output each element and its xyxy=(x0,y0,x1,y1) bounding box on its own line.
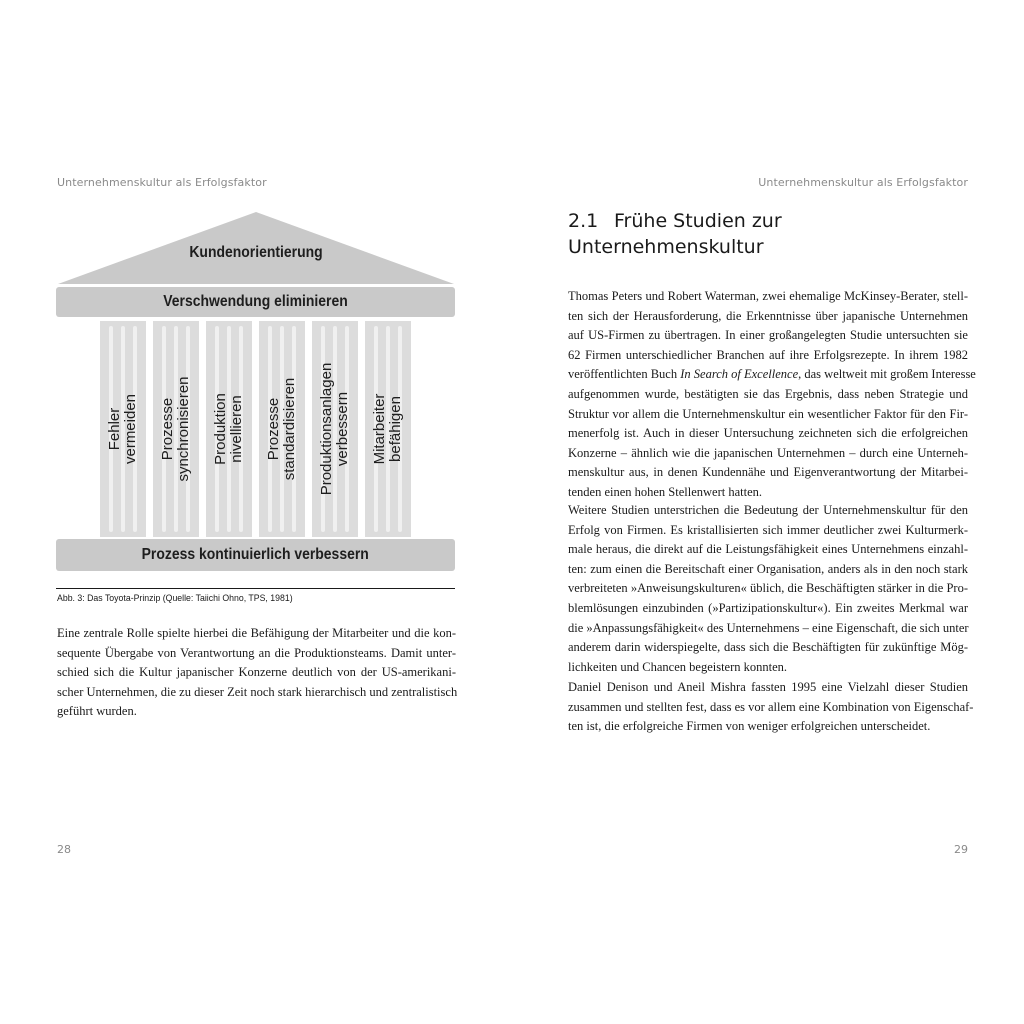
pillar-1-label xyxy=(107,394,139,464)
paragraph-line: Daniel Denison und Aneil Mishra fassten 1995 eine Vielzahl dieser Studien xyxy=(568,680,968,694)
book-title: In Search of Excellence xyxy=(680,367,799,382)
pillar-5 xyxy=(312,321,358,537)
paragraph-line: Struktur vor allem die Unternehmenskultur ein wesentlicher Faktor für den Fir- xyxy=(568,406,968,421)
left-paragraph xyxy=(57,624,456,722)
figure-caption: Abb. 3: Das Toyota-Prinzip (Quelle: Taiichi Ohno, TPS, 1981) xyxy=(57,593,293,604)
section-number: 2.1 xyxy=(568,210,599,232)
pillar-2-line-1: Prozesse xyxy=(159,397,176,461)
paragraph-line: die »Anpassungsfähigkeit« des Unternehmens – eine Eigenschaft, die sich unter xyxy=(568,620,969,635)
left-paragraph-line: scher Unternehmen, die zu dieser Zeit noch stark hierarchisch und zentralistisch xyxy=(57,684,458,699)
paragraph-line: ten sich der Herausforderung, die Erkenntnisse über japanische Unternehmen xyxy=(568,308,968,323)
pillar-2-line-2: synchronisieren xyxy=(175,376,192,482)
paragraph-line: tenden einen hohen Stellenwert hatten. xyxy=(568,484,763,499)
top-beam xyxy=(56,287,455,317)
left-paragraph-line: schied sich die Kultur japanischer Konzerne deutlich von der US-amerikani- xyxy=(57,665,456,680)
pillar-4 xyxy=(259,321,305,537)
caption-rule xyxy=(56,588,455,589)
paragraph-line: male heraus, die direkt auf die Leistungsfähigkeit eines Unternehmens einzahl- xyxy=(568,542,968,557)
pillar-5-label xyxy=(319,363,351,496)
paragraph-text: , das weltweit mit großem Interesse xyxy=(798,367,976,382)
paragraph-line: zusammen und stellten fest, dass es vor allem eine Kombination von Eigenschaf- xyxy=(568,699,974,714)
pillar-5-line-2: verbessern xyxy=(334,391,351,467)
pillar-6-line-2: befähigen xyxy=(387,396,404,462)
running-head-left: Unternehmenskultur als Erfolgsfaktor xyxy=(57,176,267,189)
paragraph-line: auf US-Firmen zu übertragen. In einer großangelegten Studie untersuchten sie xyxy=(568,328,968,343)
pillar-6 xyxy=(365,321,411,537)
paragraph-line: 62 Firmen unterschiedlicher Branchen auf ihre Erfolgsrezepte. In ihrem 1982 xyxy=(568,347,968,362)
paragraph-1 xyxy=(568,287,976,503)
pillar-3 xyxy=(206,321,252,537)
foundation-beam-label: Prozess kontinuierlich verbessern xyxy=(141,546,370,563)
pillar-1-line-1: Fehler xyxy=(106,407,123,451)
running-head-right: Unternehmenskultur als Erfolgsfaktor xyxy=(758,176,968,189)
paragraph-3 xyxy=(568,678,974,737)
pillar-3-line-1: Produktion xyxy=(212,393,229,465)
paragraph-line: verbreiteten »Anweisungskulturen« üblich, die Beschäftigten stärker in die Pro- xyxy=(568,581,968,596)
section-heading xyxy=(568,208,782,260)
pillar-1 xyxy=(100,321,146,537)
pillar-2-label xyxy=(160,376,192,481)
paragraph-line: Erfolg von Firmen. Es kristallisierten sich immer deutlicher zwei Kulturmerk- xyxy=(568,522,968,537)
pillar-3-line-2: nivellieren xyxy=(228,395,245,463)
paragraph-line: blemlösungen einzubinden (»Partizipationskultur«). Ein zweites Merkmal war xyxy=(568,600,968,615)
paragraph-line: aufgenommen wurde, bestätigten sie das Ergebnis, dass neben Strategie und xyxy=(568,386,968,401)
paragraph-line: lichkeiten und Chancen begeistern konnten. xyxy=(568,659,788,674)
paragraph-line: Thomas Peters und Robert Waterman, zwei ehemalige McKinsey-Berater, stell- xyxy=(568,289,968,303)
paragraph-line: anderem darin widerspiegelte, dass sich die Beschäftigten für zukünftige Mög- xyxy=(568,640,968,655)
pillar-6-line-1: Mitarbeiter xyxy=(371,393,388,465)
page-number-left: 28 xyxy=(57,843,71,856)
pillar-4-line-1: Prozesse xyxy=(265,397,282,461)
paragraph-line xyxy=(568,365,976,385)
pillar-4-line-2: standardisieren xyxy=(281,377,298,481)
paragraph-line: menerfolg ist. Auch in dieser Untersuchung zeichneten sich die erfolgreichen xyxy=(568,426,968,441)
paragraph-line: ten ist, die erfolgreiche Firmen von weniger erfolgreichen unterscheidet. xyxy=(568,719,931,734)
paragraph-2 xyxy=(568,501,968,677)
paragraph-line: Weitere Studien unterstrichen die Bedeutung der Unternehmenskultur für den xyxy=(568,503,968,517)
paragraph-text: veröffentlichten Buch xyxy=(568,367,681,382)
toyota-temple-diagram xyxy=(56,210,456,580)
pillar-1-line-2: vermeiden xyxy=(122,393,139,465)
page-number-right: 29 xyxy=(954,843,968,856)
left-paragraph-line: geführt wurden. xyxy=(57,704,137,719)
left-paragraph-line: sequente Übergabe von Verantwortung an die Produktionsteams. Damit unter- xyxy=(57,645,456,660)
pillar-3-label xyxy=(213,393,245,465)
section-title-line-1: Frühe Studien zur xyxy=(614,210,782,232)
pillar-4-label xyxy=(266,378,298,481)
paragraph-line: ten: zum einen die Bereitschaft einer Organisation, anders als in den noch stark xyxy=(568,561,968,576)
left-paragraph-line: Eine zentrale Rolle spielte hierbei die Befähigung der Mitarbeiter und die kon- xyxy=(57,626,456,640)
paragraph-line: Konzerne – ähnlich wie die japanischen Unternehmen – durch eine Unterneh- xyxy=(568,445,968,460)
pillar-5-line-1: Produktionsanlagen xyxy=(318,362,335,496)
pillar-2 xyxy=(153,321,199,537)
foundation-beam xyxy=(56,539,455,571)
pillar-6-label xyxy=(372,394,404,465)
paragraph-line: menskultur aus, in denen Kundennähe und Eigenverantwortung der Mitarbei- xyxy=(568,465,968,480)
section-title-line-2: Unternehmenskultur xyxy=(568,236,764,258)
top-beam-label: Verschwendung eliminieren xyxy=(163,293,348,310)
roof-label: Kundenorientierung xyxy=(189,244,323,261)
